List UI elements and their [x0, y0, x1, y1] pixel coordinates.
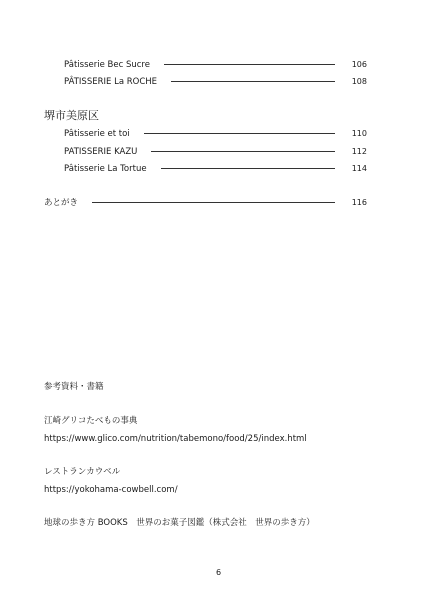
toc-entry-la-tortue[interactable]: [64, 162, 367, 176]
toc-section-heading: 堺市美原区: [44, 109, 99, 122]
page-number: 6: [215, 568, 222, 577]
toc-page-number: 116: [351, 198, 367, 207]
toc-page-number: 112: [351, 147, 367, 156]
reference-glico-name: 江崎グリコたべもの事典: [44, 416, 138, 426]
toc-entry-bec-sucre[interactable]: [64, 58, 367, 72]
reference-glico-url[interactable]: https://www.glico.com/nutrition/tabemono/food/25/index.html: [44, 434, 307, 444]
toc-entry-title: PATISSERIE KAZU: [64, 147, 138, 157]
reference-cowbell-name: レストランカウベル: [44, 467, 121, 477]
toc-entry-et-toi[interactable]: [64, 127, 367, 141]
references-heading: 参考資料・書籍: [44, 382, 104, 392]
toc-page-number: 108: [351, 77, 367, 86]
toc-entry-title: Pâtisserie et toi: [64, 129, 130, 139]
toc-entry-la-roche[interactable]: [64, 75, 367, 89]
toc-leader-line: [161, 168, 335, 169]
toc-entry-kazu[interactable]: [64, 145, 367, 159]
toc-page-number: 106: [351, 60, 367, 69]
toc-entry-title: あとがき: [44, 198, 79, 208]
toc-entry-afterword[interactable]: [44, 196, 367, 210]
reference-book: 地球の歩き方 BOOKS 世界のお菓子図鑑（株式会社 世界の歩き方）: [44, 518, 315, 528]
toc-leader-line: [151, 151, 335, 152]
toc-entry-title: Pâtisserie Bec Sucre: [64, 60, 150, 70]
toc-leader-line: [164, 64, 335, 65]
toc-entry-title: Pâtisserie La Tortue: [64, 164, 147, 174]
toc-leader-line: [171, 81, 335, 82]
toc-page-number: 110: [351, 129, 367, 138]
toc-page-number: 114: [351, 164, 367, 173]
toc-entry-title: PÂTISSERIE La ROCHE: [64, 77, 158, 87]
toc-leader-line: [144, 133, 335, 134]
reference-cowbell-url[interactable]: https://yokohama-cowbell.com/: [44, 485, 178, 495]
toc-leader-line: [92, 202, 335, 203]
